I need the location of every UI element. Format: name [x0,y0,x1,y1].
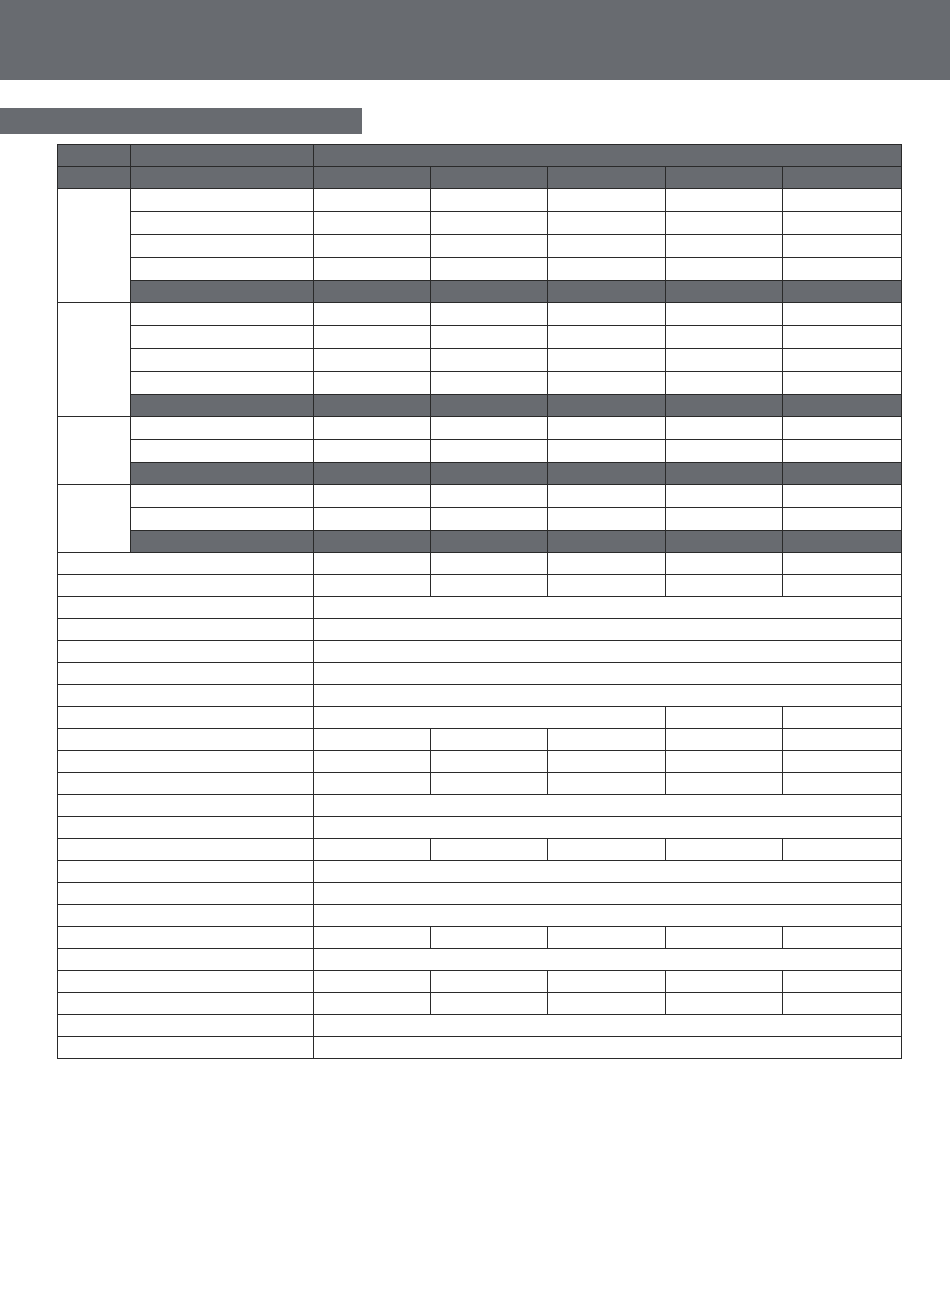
header-model-cell [548,167,666,189]
value-cell [783,349,902,372]
subtotal-label-cell [131,395,314,417]
table-row [58,883,902,905]
row-label-cell [58,619,314,641]
value-cell [314,971,431,993]
subtotal-value-cell [548,463,666,485]
value-cell [548,235,666,258]
row-label-cell [58,553,314,575]
value-cell [666,729,783,751]
subtotal-value-cell [431,531,548,553]
row-label-cell [131,485,314,508]
table-row [58,773,902,795]
spec-table [57,144,902,1059]
value-cell [431,773,548,795]
subtotal-label-cell [131,463,314,485]
value-cell [314,440,431,463]
value-cell [548,508,666,531]
table-row [58,235,902,258]
row-label-cell [58,861,314,883]
value-cell [783,707,902,729]
value-cell [314,751,431,773]
table-row [58,349,902,372]
table-header-row [58,145,902,167]
row-label-cell [58,1037,314,1059]
subtotal-value-cell [666,531,783,553]
value-cell [314,839,431,861]
value-cell [431,349,548,372]
value-cell [666,235,783,258]
table-row [58,751,902,773]
value-cell [314,575,431,597]
value-cell [314,508,431,531]
value-cell [548,303,666,326]
row-label-cell [131,417,314,440]
header-category-cell [58,145,131,167]
table-row [58,440,902,463]
value-cell [548,575,666,597]
value-cell [314,1037,902,1059]
row-label-cell [58,839,314,861]
row-label-cell [58,883,314,905]
value-cell [431,417,548,440]
value-cell [666,258,783,281]
table-row [58,417,902,440]
value-cell [314,619,902,641]
row-label-cell [131,349,314,372]
value-cell [666,707,783,729]
row-label-cell [131,212,314,235]
table-row [58,927,902,949]
value-cell [431,372,548,395]
value-cell [314,349,431,372]
row-label-cell [131,303,314,326]
value-cell [314,212,431,235]
group-label-cell [58,485,131,553]
value-cell [783,839,902,861]
value-cell [548,212,666,235]
value-cell [666,349,783,372]
value-cell [666,773,783,795]
table-row [58,663,902,685]
subtotal-value-cell [548,281,666,303]
row-label-cell [58,927,314,949]
value-cell [548,773,666,795]
subtotal-label-cell [131,531,314,553]
row-label-cell [58,1015,314,1037]
value-cell [783,575,902,597]
table-row [58,212,902,235]
value-cell [548,553,666,575]
value-cell [314,485,431,508]
value-cell [548,417,666,440]
value-cell [431,258,548,281]
value-cell [314,417,431,440]
header-span-cell [314,145,902,167]
value-cell [431,575,548,597]
subtotal-value-cell [783,281,902,303]
value-cell [783,751,902,773]
value-cell [666,372,783,395]
subtotal-value-cell [666,281,783,303]
value-cell [783,993,902,1015]
value-cell [548,372,666,395]
value-cell [783,372,902,395]
value-cell [548,349,666,372]
value-cell [666,575,783,597]
value-cell [666,303,783,326]
table-row [58,575,902,597]
subtotal-value-cell [314,281,431,303]
value-cell [314,258,431,281]
row-label-cell [131,189,314,212]
value-cell [314,372,431,395]
value-cell [548,189,666,212]
value-cell [783,553,902,575]
value-cell [314,326,431,349]
value-cell [314,707,666,729]
value-cell [783,773,902,795]
table-header-row [58,167,902,189]
row-label-cell [58,971,314,993]
subtotal-row [58,281,902,303]
value-cell [314,663,902,685]
subtotal-row [58,463,902,485]
value-cell [314,883,902,905]
subtotal-value-cell [431,281,548,303]
table-row [58,1015,902,1037]
table-row [58,707,902,729]
table-row [58,619,902,641]
value-cell [548,485,666,508]
group-label-cell [58,303,131,417]
subtotal-value-cell [783,395,902,417]
value-cell [783,235,902,258]
value-cell [431,971,548,993]
row-label-cell [58,663,314,685]
row-label-cell [131,326,314,349]
value-cell [314,553,431,575]
top-banner [0,0,950,80]
value-cell [783,417,902,440]
subtotal-value-cell [548,395,666,417]
value-cell [314,773,431,795]
group-label-cell [58,189,131,303]
value-cell [666,326,783,349]
table-row [58,949,902,971]
subtotal-value-cell [431,463,548,485]
table-row [58,685,902,707]
row-label-cell [131,440,314,463]
value-cell [666,440,783,463]
value-cell [783,212,902,235]
value-cell [314,949,902,971]
header-category-cell [58,167,131,189]
value-cell [548,839,666,861]
value-cell [783,729,902,751]
value-cell [314,597,902,619]
value-cell [783,971,902,993]
value-cell [314,993,431,1015]
value-cell [666,751,783,773]
row-label-cell [58,575,314,597]
value-cell [548,729,666,751]
row-label-cell [58,751,314,773]
table-row [58,641,902,663]
value-cell [431,303,548,326]
table-row [58,485,902,508]
table-row [58,303,902,326]
value-cell [431,927,548,949]
value-cell [666,417,783,440]
value-cell [548,751,666,773]
value-cell [314,641,902,663]
value-cell [666,927,783,949]
table-row [58,861,902,883]
header-item-cell [131,145,314,167]
table-row [58,189,902,212]
value-cell [666,485,783,508]
header-model-cell [783,167,902,189]
value-cell [314,795,902,817]
value-cell [548,971,666,993]
row-label-cell [58,795,314,817]
table-row [58,839,902,861]
value-cell [548,993,666,1015]
value-cell [783,258,902,281]
value-cell [783,189,902,212]
value-cell [314,729,431,751]
subtotal-value-cell [783,463,902,485]
value-cell [548,927,666,949]
value-cell [783,508,902,531]
row-label-cell [58,949,314,971]
row-label-cell [58,773,314,795]
row-label-cell [58,817,314,839]
table-row [58,795,902,817]
value-cell [666,508,783,531]
value-cell [783,326,902,349]
subtotal-value-cell [314,463,431,485]
value-cell [314,235,431,258]
table-row [58,508,902,531]
section-title-tab [0,108,362,134]
value-cell [548,440,666,463]
header-item-cell [131,167,314,189]
value-cell [314,189,431,212]
row-label-cell [58,707,314,729]
row-label-cell [58,905,314,927]
value-cell [666,993,783,1015]
value-cell [548,326,666,349]
value-cell [431,440,548,463]
value-cell [314,685,902,707]
row-label-cell [131,508,314,531]
value-cell [431,729,548,751]
value-cell [431,751,548,773]
table-row [58,372,902,395]
value-cell [314,1015,902,1037]
table-row [58,729,902,751]
subtotal-value-cell [783,531,902,553]
value-cell [783,440,902,463]
header-model-cell [666,167,783,189]
table-row [58,597,902,619]
value-cell [431,485,548,508]
value-cell [431,189,548,212]
value-cell [431,212,548,235]
value-cell [431,508,548,531]
table-row [58,971,902,993]
subtotal-value-cell [548,531,666,553]
subtotal-value-cell [314,395,431,417]
value-cell [431,839,548,861]
value-cell [431,235,548,258]
row-label-cell [58,685,314,707]
row-label-cell [58,993,314,1015]
value-cell [431,553,548,575]
value-cell [314,817,902,839]
subtotal-value-cell [314,531,431,553]
table-row [58,326,902,349]
value-cell [783,303,902,326]
value-cell [314,905,902,927]
value-cell [666,971,783,993]
row-label-cell [131,235,314,258]
value-cell [314,861,902,883]
subtotal-value-cell [666,463,783,485]
subtotal-row [58,531,902,553]
subtotal-label-cell [131,281,314,303]
value-cell [666,189,783,212]
header-model-cell [314,167,431,189]
subtotal-row [58,395,902,417]
row-label-cell [58,641,314,663]
value-cell [431,326,548,349]
value-cell [666,839,783,861]
value-cell [431,993,548,1015]
row-label-cell [58,597,314,619]
value-cell [783,927,902,949]
row-label-cell [58,729,314,751]
header-model-cell [431,167,548,189]
row-label-cell [131,258,314,281]
table-row [58,1037,902,1059]
value-cell [314,927,431,949]
value-cell [783,485,902,508]
table-row [58,258,902,281]
table-row [58,817,902,839]
group-label-cell [58,417,131,485]
value-cell [666,553,783,575]
value-cell [314,303,431,326]
value-cell [548,258,666,281]
subtotal-value-cell [666,395,783,417]
table-row [58,993,902,1015]
row-label-cell [131,372,314,395]
table-row [58,553,902,575]
subtotal-value-cell [431,395,548,417]
value-cell [666,212,783,235]
table-row [58,905,902,927]
